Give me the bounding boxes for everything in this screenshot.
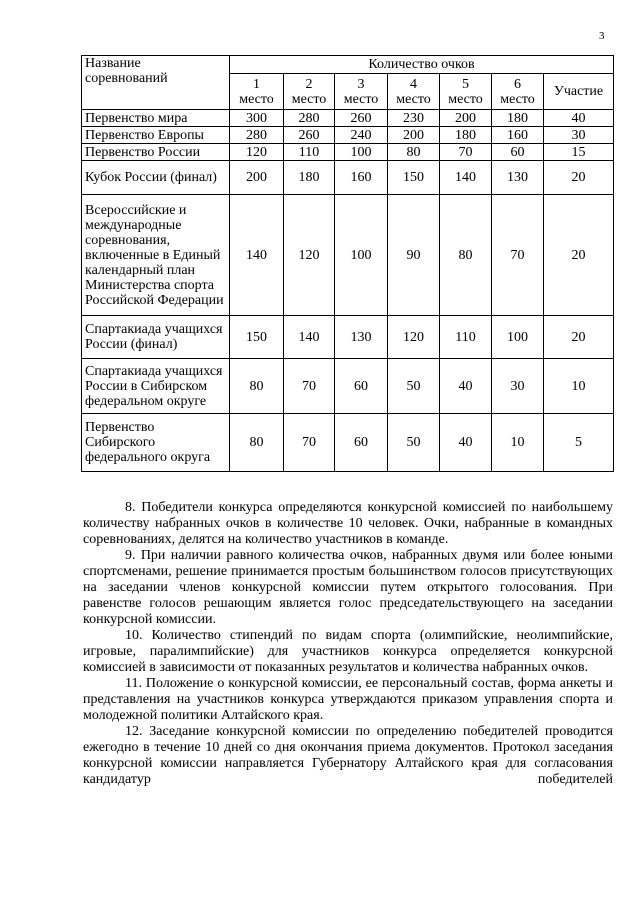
place-header-1 [230,74,284,110]
value-cell: 180 [492,110,544,127]
place-label: место [343,91,379,107]
value-cell: 10 [492,414,544,472]
value-cell: 200 [440,110,492,127]
value-cell: 30 [492,359,544,414]
paragraph-9: 9. При наличии равного количества очков, набранных двумя или более юными спортсменами, решение принимается простым большинством голосов присутствующих на заседании членов конкурсной комиссии путем открытого голосования. При равенстве голосов решающим является голос председательствующего на заседании конкурсной комиссии. [83,548,613,627]
value-cell: 240 [335,127,388,144]
value-cell: 10 [544,359,614,414]
table-row [82,144,614,161]
place-number: 3 [357,76,365,92]
table-row [82,127,614,144]
place-label: место [291,91,327,107]
competition-name: Спартакиада учащихся России в Сибирском федеральном округе [82,359,230,414]
value-cell: 140 [230,195,284,316]
value-cell: 80 [388,144,440,161]
value-cell: 50 [388,414,440,472]
value-cell: 150 [230,316,284,359]
value-cell: 130 [492,161,544,195]
place-header-5 [440,74,492,110]
table-row [82,161,614,195]
competition-name: Кубок России (финал) [82,161,230,195]
place-label: место [396,91,431,107]
value-cell: 100 [335,195,388,316]
value-cell: 140 [440,161,492,195]
value-cell: 70 [284,359,335,414]
value-cell: 160 [335,161,388,195]
place-header-2 [284,74,335,110]
value-cell: 40 [440,359,492,414]
value-cell: 200 [230,161,284,195]
value-cell: 70 [440,144,492,161]
value-cell: 260 [284,127,335,144]
value-cell: 60 [335,359,388,414]
regulation-text [83,500,613,788]
value-cell: 40 [440,414,492,472]
place-number: 5 [462,76,469,92]
place-label: место [239,91,274,107]
header-row [82,56,614,74]
paragraph-11: 11. Положение о конкурсной комиссии, ее персональный состав, форма анкеты и представления на участников конкурса утверждаются приказом управления спорта и молодежной политики Алтайского края. [83,676,613,723]
value-cell: 30 [544,127,614,144]
page-number: 3 [599,30,605,42]
competition-name: Всероссийские и международные соревнования, включенные в Единый календарный план Министерства спорта Российской Федерации [82,195,230,316]
header-points-cell: Количество очков [230,56,614,74]
points-table [81,55,614,472]
place-header-3 [335,74,388,110]
place-number: 2 [305,76,313,92]
value-cell: 80 [230,414,284,472]
competition-name: Первенство Сибирского федерального округа [82,414,230,472]
value-cell: 20 [544,195,614,316]
place-header-4 [388,74,440,110]
value-cell: 100 [492,316,544,359]
value-cell: 70 [492,195,544,316]
value-cell: 15 [544,144,614,161]
value-cell: 120 [388,316,440,359]
value-cell: 140 [284,316,335,359]
value-cell: 60 [335,414,388,472]
competition-name: Первенство мира [82,110,230,127]
place-number: 1 [253,76,260,92]
value-cell: 110 [440,316,492,359]
competition-name: Первенство Европы [82,127,230,144]
value-cell: 130 [335,316,388,359]
value-cell: 20 [544,161,614,195]
table-row [82,195,614,316]
value-cell: 200 [388,127,440,144]
place-header-6 [492,74,544,110]
paragraph-8: 8. Победители конкурса определяются конкурсной комиссией по наибольшему количеству набранных очков в количестве 10 человек. Очки, набранные в командных соревнованиях, делятся на количество участников в команде. [83,500,613,547]
value-cell: 90 [388,195,440,316]
value-cell: 80 [440,195,492,316]
table-row [82,414,614,472]
value-cell: 230 [388,110,440,127]
place-number: 6 [514,76,521,92]
value-cell: 280 [230,127,284,144]
value-cell: 120 [230,144,284,161]
place-number: 4 [410,76,417,92]
competition-name: Первенство России [82,144,230,161]
value-cell: 180 [440,127,492,144]
value-cell: 110 [284,144,335,161]
table-row [82,316,614,359]
place-label: место [500,91,535,107]
value-cell: 60 [492,144,544,161]
header-name-cell: Название соревнований [82,56,230,110]
participation-header: Участие [544,74,614,110]
paragraph-10: 10. Количество стипендий по видам спорта (олимпийские, неолимпийские, игровые, паралимпийские) для участников конкурса определяется конкурсной комиссией в зависимости от показанных результатов и количества набранных очков. [83,628,613,675]
value-cell: 5 [544,414,614,472]
value-cell: 40 [544,110,614,127]
paragraph-12: 12. Заседание конкурсной комиссии по определению победителей проводится ежегодно в течение 10 дней со дня окончания приема документов. Протокол заседания конкурсной комиссии направляется Губернатору Алтайского края для согласования кандидатур победителей [83,724,613,787]
table-row [82,359,614,414]
value-cell: 70 [284,414,335,472]
value-cell: 300 [230,110,284,127]
value-cell: 150 [388,161,440,195]
value-cell: 50 [388,359,440,414]
value-cell: 20 [544,316,614,359]
value-cell: 100 [335,144,388,161]
place-label: место [448,91,483,107]
value-cell: 180 [284,161,335,195]
table-row [82,110,614,127]
value-cell: 160 [492,127,544,144]
value-cell: 280 [284,110,335,127]
value-cell: 80 [230,359,284,414]
value-cell: 120 [284,195,335,316]
value-cell: 260 [335,110,388,127]
competition-name: Спартакиада учащихся России (финал) [82,316,230,359]
